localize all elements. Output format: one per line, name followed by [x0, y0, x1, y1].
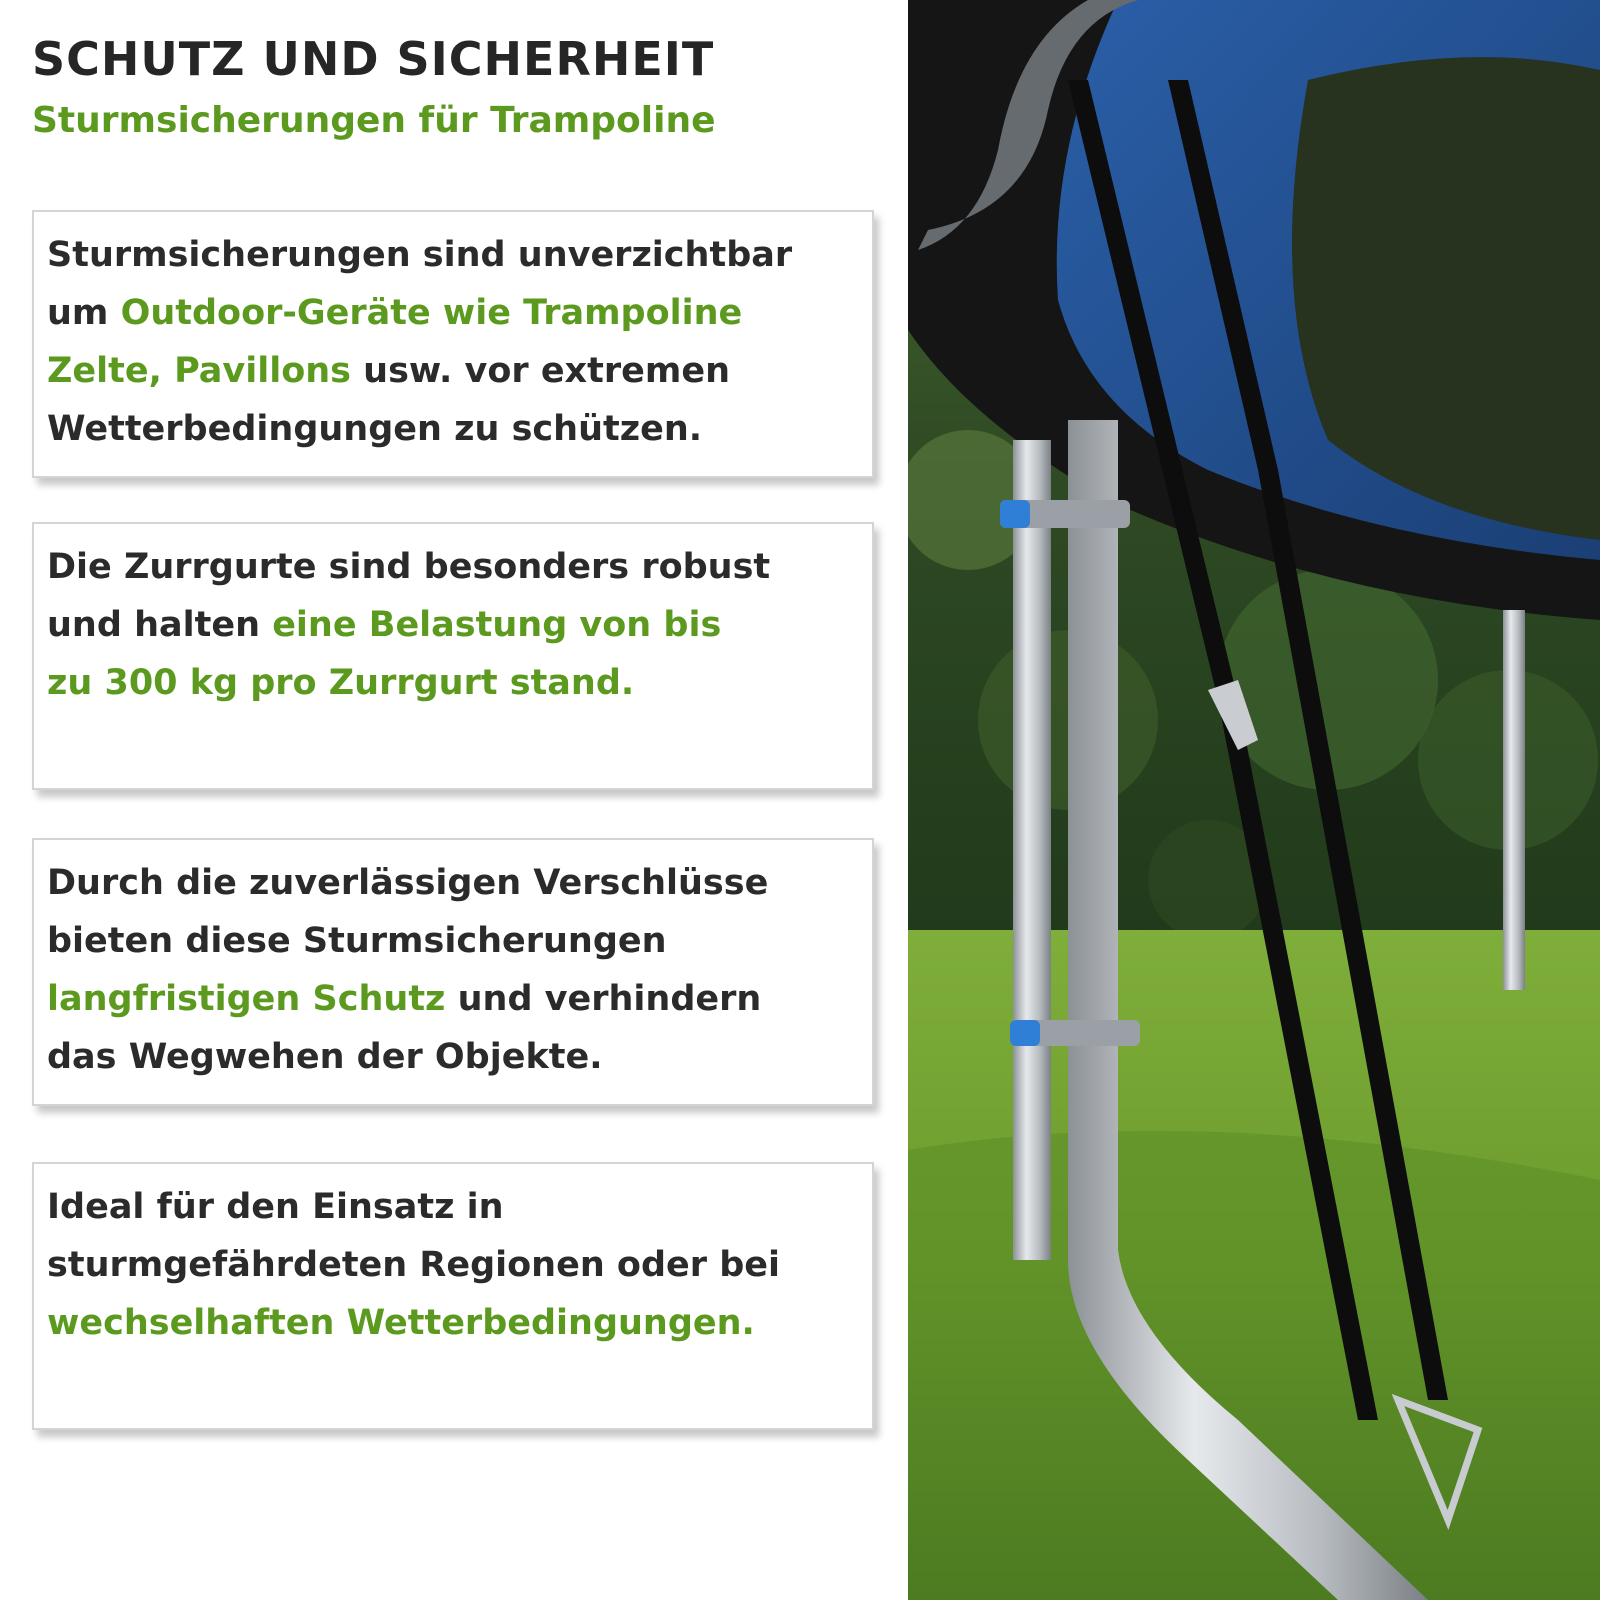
- body-text: bieten diese Sturmsicherungen: [47, 921, 667, 961]
- highlight-text: wechselhaften Wetterbedingungen.: [47, 1303, 755, 1343]
- text-line: [47, 596, 866, 654]
- body-text: Durch die zuverlässigen Verschlüsse: [47, 863, 769, 903]
- text-line: [47, 1028, 866, 1086]
- body-text: Sturmsicherungen sind unverzichtbar: [47, 235, 793, 275]
- text-line: [47, 538, 866, 596]
- highlight-text: Outdoor-Geräte wie Trampoline: [120, 293, 743, 333]
- body-text: und halten: [47, 605, 273, 645]
- body-text: das Wegwehen der Objekte.: [47, 1037, 603, 1077]
- body-text: und verhindern: [445, 979, 762, 1019]
- text-line: [47, 654, 866, 712]
- body-text: Wetterbedingungen zu schützen.: [47, 409, 703, 449]
- feature-text: [47, 538, 866, 712]
- page-title: SCHUTZ UND SICHERHEIT: [32, 32, 715, 86]
- text-line: [47, 400, 866, 458]
- body-text: Ideal für den Einsatz in: [47, 1187, 504, 1227]
- text-line: [47, 1236, 866, 1294]
- feature-box-2: [32, 522, 874, 790]
- highlight-text: langfristigen Schutz: [47, 979, 446, 1019]
- feature-text: [47, 226, 866, 458]
- feature-text: [47, 854, 866, 1086]
- text-line: [47, 226, 866, 284]
- highlight-text: Zelte, Pavillons: [47, 351, 351, 391]
- feature-box-1: [32, 210, 874, 478]
- body-text: sturmgefährdeten Regionen oder bei: [47, 1245, 781, 1285]
- feature-box-3: [32, 838, 874, 1106]
- text-line: [47, 970, 866, 1028]
- body-text: um: [47, 293, 121, 333]
- page-subtitle: Sturmsicherungen für Trampoline: [32, 100, 716, 141]
- text-line: [47, 284, 866, 342]
- text-line: [47, 342, 866, 400]
- feature-text: [47, 1178, 866, 1352]
- text-line: [47, 1294, 866, 1352]
- text-line: [47, 1178, 866, 1236]
- highlight-text: eine Belastung von bis: [272, 605, 722, 645]
- body-text: Die Zurrgurte sind besonders robust: [47, 547, 771, 587]
- text-line: [47, 854, 866, 912]
- text-line: [47, 912, 866, 970]
- trampoline-photo: [908, 0, 1600, 1600]
- body-text: usw. vor extremen: [351, 351, 730, 391]
- highlight-text: zu 300 kg pro Zurrgurt stand.: [47, 663, 635, 703]
- feature-box-4: [32, 1162, 874, 1430]
- trampoline-leg-left: [1013, 440, 1051, 1260]
